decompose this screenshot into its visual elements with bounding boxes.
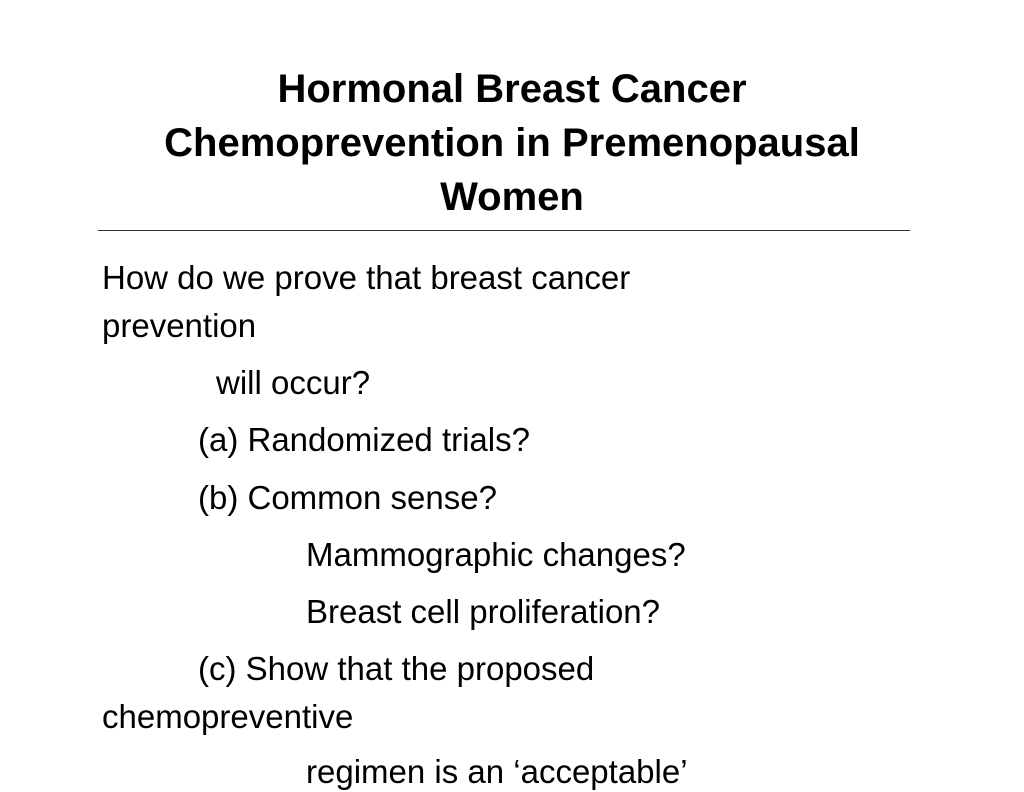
title-line: Women xyxy=(440,175,584,219)
body-line: will occur? xyxy=(216,364,371,401)
body-line: regimen is an ‘acceptable’ xyxy=(306,753,688,790)
title-divider xyxy=(98,230,910,231)
slide-title xyxy=(60,62,964,224)
title-line: Hormonal Breast Cancer xyxy=(277,67,747,111)
title-line: Chemoprevention in Premenopausal xyxy=(164,121,860,165)
body-line: (a) Randomized trials? xyxy=(198,421,530,458)
body-line: Breast cell proliferation? xyxy=(306,593,661,630)
body-line: (c) Show that the proposed xyxy=(198,650,595,687)
body-line: (b) Common sense? xyxy=(198,479,497,516)
body-line: prevention xyxy=(102,307,257,344)
body-line: How do we prove that breast cancer xyxy=(102,259,631,296)
body-line: Mammographic changes? xyxy=(306,536,686,573)
body-line: chemopreventive xyxy=(102,698,354,735)
